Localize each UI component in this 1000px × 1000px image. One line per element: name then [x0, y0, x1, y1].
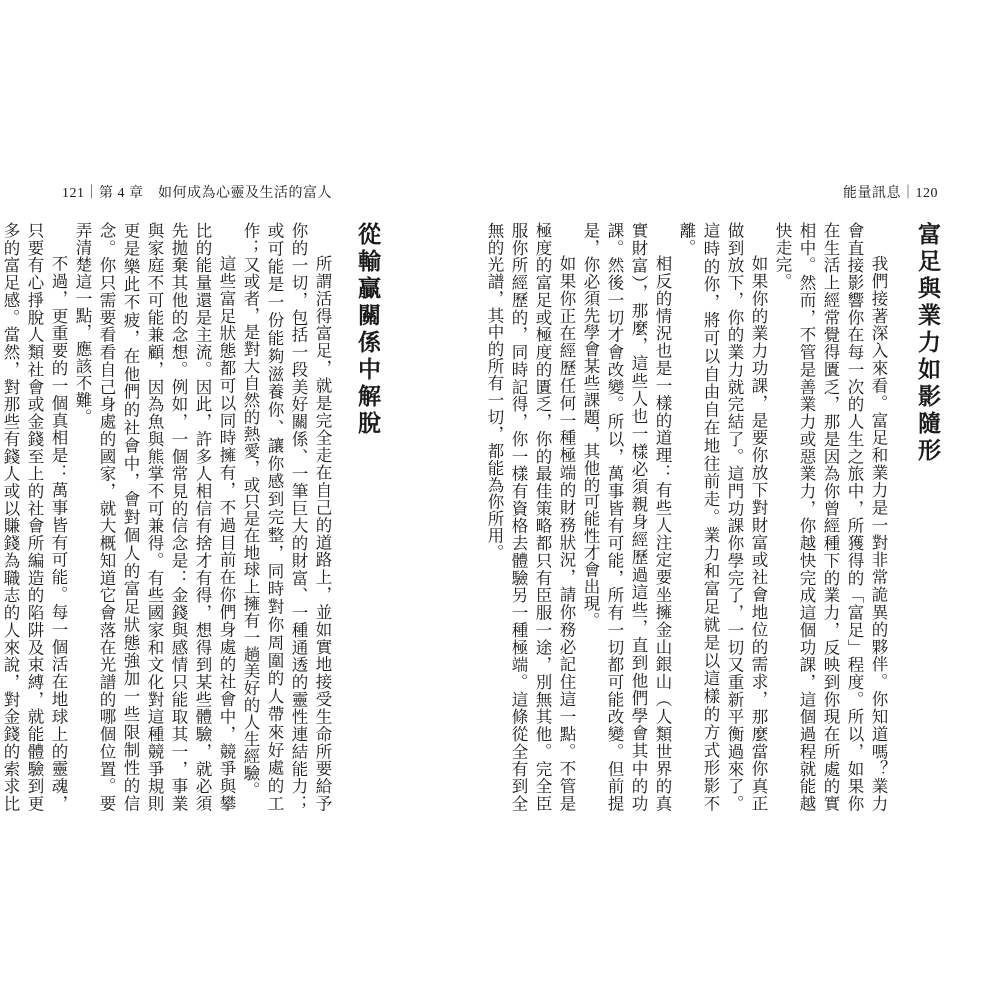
left-paragraph-2: 這些富足狀態都可以同時擁有，不過目前在你們身處的社會中，競爭與攀比的能量還是主流。因此，許多人相信有捨才有得，想得到某些體驗，就必須先拋棄其他的念想。例如，一個常見的信念是：金錢與感情只能取其一，事業與家庭不可能兼顧，因為魚與熊掌不可兼得。有些國家和文化對這種競爭規則更是樂此不疲，在他們的社會中，會對個人的富足狀態強加一些限制性的信念。你只需要看看自己身處的國家，就大概知道它會落在光譜的哪個位置。要弄清楚這一點，應該不難。: [73, 222, 236, 812]
right-paragraph-1: 我們接著深入來看。富足和業力是一對非常詭異的夥伴。你知道嗎？業力會直接影響你在每一次的人生之旅中，所獲得的「富足」程度。所以，如果你在生活上經常覺得匱乏，那是因為你曾經種下的業力，反映到你現在所處的實相中。然而，不管是善業力或惡業力，你越快完成這個功課，這個過程就能越快走完。: [773, 222, 888, 812]
right-paragraph-4: 如果你正在經歷任何一種極端的財務狀況，請你務必記住這一點。不管是極度的富足或極度的匱乏，你的最佳策略都只有臣服一途，別無其他。完全臣服你所經歷的，同時記得，你一樣有資格去體驗另一種極端。這條從全有到全無的光譜，其中的所有一切，都能為你所用。: [485, 222, 576, 812]
right-section-title: 富足與業力如影隨形: [914, 222, 940, 465]
left-section-title: 從輸贏關係中解脫: [354, 222, 380, 438]
left-paragraph-1: 所謂活得富足，就是完全走在自己的道路上，並如實地接受生命所要給予你的一切，包括一段美好關係、一筆巨大的財富、一種通透的靈性連結能力；或可能是一份能夠滋養你、讓你感到完整，同時對你周圍的人帶來好處的工作；又或者，是對大自然的熱愛，或只是在地球上擁有一趟美好的人生經驗。: [241, 222, 332, 812]
right-page: [485, 222, 942, 812]
left-paragraph-3: 不過，更重要的一個真相是：萬事皆有可能。每一個活在地球上的靈魂，只要有心掙脫人類社會或金錢至上的社會所編造的陷阱及束縛，就能體驗到更多的富足感。當然，對那些有錢人或以賺錢為職志的人來說，對金錢的索求比: [1, 222, 68, 812]
left-page: [1, 222, 382, 812]
right-paragraph-3: 相反的情況也是一樣的道理：有些人注定要坐擁金山銀山（人類世界的真實財富），那麼，這些人也一樣必須親身經歷過這些，直到他們學會其中的功課。然後一切才會改變。所以，萬事皆有可能，所有一切都可能改變。但前提是，你必須先學會某些課題，其他的可能性才會出現。: [581, 222, 672, 812]
right-running-head: 能量訊息｜120: [843, 186, 938, 201]
right-paragraph-2: 如果你的業力功課，是要你放下對財富或社會地位的需求，那麼當你真正做到放下，你的業力就完結了。這門功課你學完了，一切又重新平衡過來了。這時的你，將可以自由自在地往前走。業力和富足就是以這樣的方式形影不離。: [677, 222, 768, 812]
left-running-head: 121｜第 4 章 如何成為心靈及生活的富人: [62, 186, 332, 201]
